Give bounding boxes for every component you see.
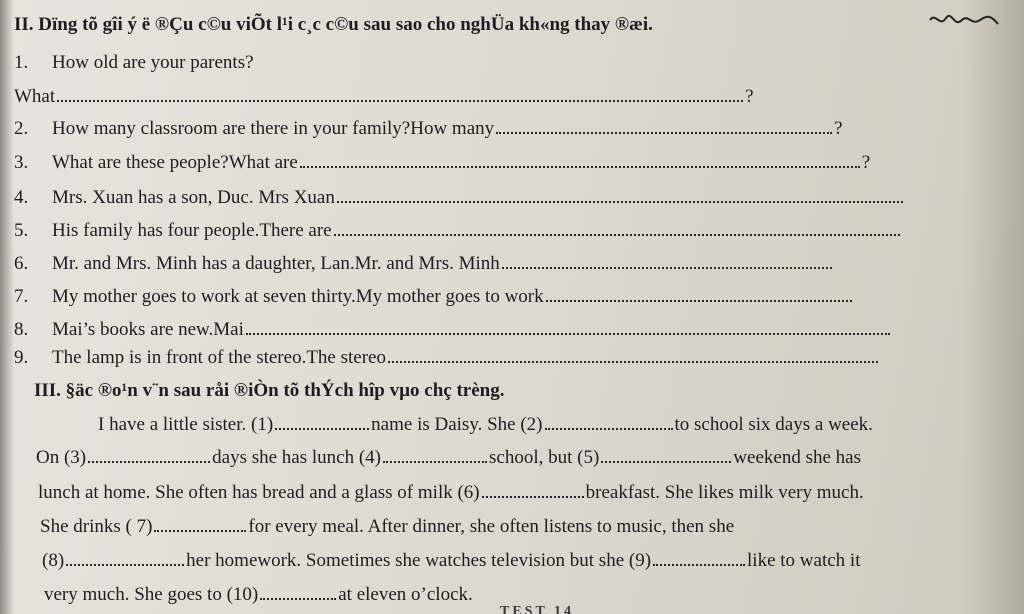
blank-1[interactable] [275,416,369,430]
question-1-number: 1. [14,52,29,73]
question-7-text: My mother goes to work at seven thirty.My mother goes to work [52,286,544,307]
answer-4-blank[interactable] [337,189,903,203]
question-9-number: 9. [14,347,29,368]
answer-8-blank[interactable] [246,321,890,335]
answer-1-blank[interactable] [57,88,743,102]
passage-line-2 [36,447,861,469]
blank-6[interactable] [482,484,584,498]
question-9-text: The lamp is in front of the stereo.The stereo [52,347,386,368]
blank-3[interactable] [88,449,210,463]
question-1-text: How old are your parents? [52,52,254,73]
question-4 [14,187,905,209]
answer-1-prefix: What [14,86,56,107]
blank-9[interactable] [653,552,745,566]
page-shadow-left [0,0,14,614]
answer-9-blank[interactable] [388,349,878,363]
question-8 [14,319,892,341]
question-3-suffix: ? [861,152,871,173]
blank-5[interactable] [601,449,731,463]
question-6 [14,253,834,275]
passage-line-1 [98,414,873,436]
passage-line-5 [42,550,860,572]
passage-5-text-c: like to watch it [747,550,861,571]
answer-7-blank[interactable] [546,288,852,302]
question-4-text: Mrs. Xuan has a son, Duc. Mrs Xuan [52,187,335,208]
blank-2[interactable] [545,416,673,430]
question-5-number: 5. [14,220,29,241]
passage-2-text-d: weekend she has [733,447,861,468]
question-2-suffix: ? [834,118,843,139]
question-9 [14,347,880,369]
blank-10[interactable] [260,586,336,600]
blank-4[interactable] [383,449,487,463]
passage-6-text-a: very much. She goes to (10) [44,584,259,605]
blank-7[interactable] [154,518,246,532]
answer-6-blank[interactable] [502,255,832,269]
section-2-heading [14,14,653,36]
question-1 [14,52,254,74]
section-3-heading-text: III. §äc ®o¹n v¨n sau råi ®iÒn tõ thÝch hîp vµo chç trèng. [34,380,505,401]
passage-line-3 [38,482,864,504]
pen-squiggle-icon [928,8,1000,34]
passage-5-text-b: her homework. Sometimes she watches television but she (9) [186,550,652,571]
question-4-number: 4. [14,187,29,208]
question-3-text: What are these people?What are [52,152,298,173]
question-3 [14,152,870,174]
passage-1-text-a: I have a little sister. (1) [98,414,274,435]
blank-8[interactable] [66,552,184,566]
question-5-text: His family has four people.There are [52,220,332,241]
passage-1-text-c: to school six days a week. [674,414,873,435]
passage-1-text-b: name is Daisy. She (2) [371,414,543,435]
question-2-text: How many classroom are there in your family?How many [52,118,495,139]
passage-line-6 [44,584,473,606]
passage-3-text-b: breakfast. She likes milk very much. [585,482,864,503]
answer-1-suffix: ? [745,86,754,107]
question-6-text: Mr. and Mrs. Minh has a daughter, Lan.Mr. and Mrs. Minh [52,253,500,274]
passage-2-text-b: days she has lunch (4) [212,447,381,468]
question-7 [14,286,854,308]
passage-5-text-a: (8) [42,550,65,571]
passage-2-text-a: On (3) [36,447,87,468]
passage-4-text-a: She drinks ( 7) [40,516,153,537]
passage-2-text-c: school, but (5) [489,447,600,468]
passage-6-text-b: at eleven o’clock. [338,584,473,605]
question-2-number: 2. [14,118,29,139]
answer-1 [14,86,754,108]
section-2-heading-text: II. Dïng tõ gîi ý ë ®Çu c©u viÕt l¹i c¸c c©u sau sao cho nghÜa kh«ng thay ®æi. [14,14,653,35]
question-7-number: 7. [14,286,29,307]
question-3-number: 3. [14,152,29,173]
answer-2-blank[interactable] [496,120,832,134]
next-page-heading-cut: TEST 14 [500,604,575,614]
question-5 [14,220,902,242]
passage-4-text-b: for every meal. After dinner, she often listens to music, then she [248,516,735,537]
question-2 [14,118,843,140]
question-8-number: 8. [14,319,29,340]
question-8-text: Mai’s books are new.Mai [52,319,244,340]
answer-3-blank[interactable] [300,154,860,168]
question-6-number: 6. [14,253,29,274]
section-3-heading [34,380,504,402]
passage-3-text-a: lunch at home. She often has bread and a glass of milk (6) [38,482,480,503]
page-shadow-right [964,0,1024,614]
passage-line-4 [40,516,734,538]
answer-5-blank[interactable] [334,222,900,236]
